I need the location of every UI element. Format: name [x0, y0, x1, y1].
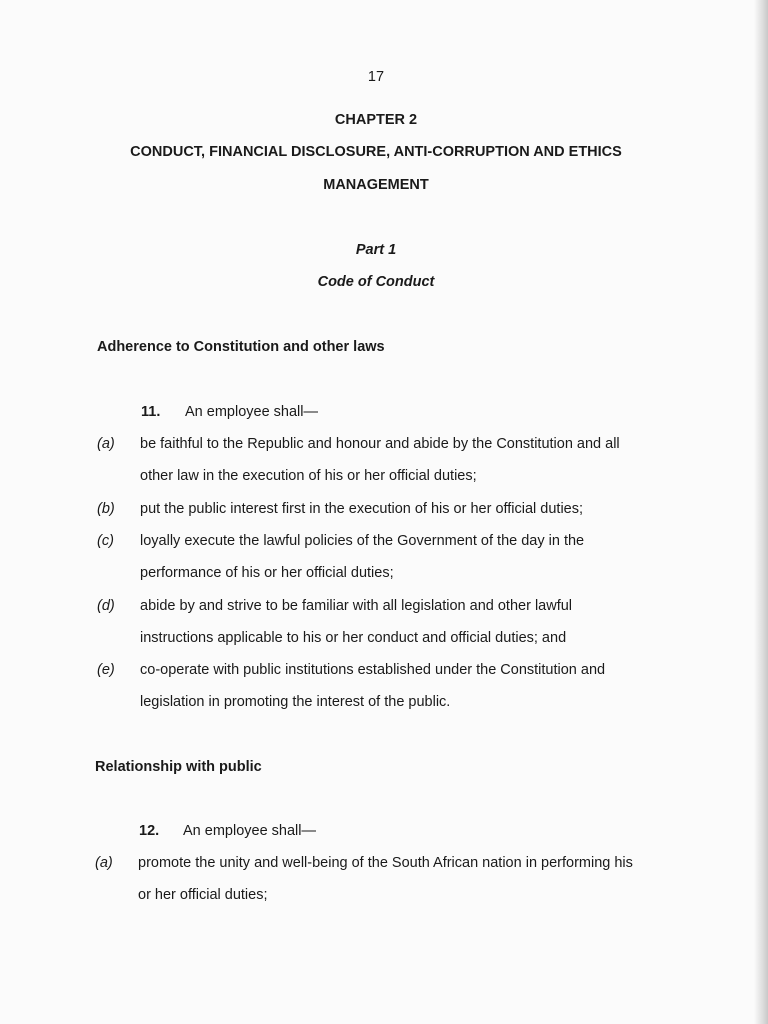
- item-text: be faithful to the Republic and honour and abide by the Constitution and all: [140, 436, 620, 452]
- item-text: other law in the execution of his or her official duties;: [140, 468, 477, 484]
- item-text: instructions applicable to his or her conduct and official duties; and: [140, 630, 567, 646]
- section-11-intro: An employee shall—: [185, 404, 318, 420]
- part-heading: Part 1: [355, 242, 397, 258]
- item-label: (a): [97, 436, 115, 452]
- item-text: promote the unity and well-being of the South African nation in performing his: [138, 855, 633, 871]
- item-text: loyally execute the lawful policies of the Government of the day in the: [140, 533, 585, 549]
- part-title: Code of Conduct: [317, 274, 435, 290]
- chapter-heading: CHAPTER 2: [334, 112, 418, 128]
- item-text: put the public interest first in the execution of his or her official duties;: [140, 501, 584, 517]
- chapter-title-line2: MANAGEMENT: [323, 177, 429, 193]
- item-label: (a): [95, 855, 113, 871]
- section-heading-relationship: Relationship with public: [95, 759, 262, 775]
- item-label: (d): [97, 598, 115, 614]
- item-label: (c): [97, 533, 114, 549]
- item-text: legislation in promoting the interest of the public.: [140, 694, 451, 710]
- item-label: (b): [97, 501, 115, 517]
- section-heading-adherence: Adherence to Constitution and other laws: [97, 339, 385, 355]
- section-number-12: 12.: [139, 823, 160, 839]
- item-text: performance of his or her official duties;: [140, 565, 394, 581]
- item-text: co-operate with public institutions established under the Constitution and: [140, 662, 606, 678]
- page-number: 17: [367, 69, 385, 85]
- section-12-intro: An employee shall—: [183, 823, 316, 839]
- item-label: (e): [97, 662, 115, 678]
- chapter-title-line1: CONDUCT, FINANCIAL DISCLOSURE, ANTI-CORRUPTION AND ETHICS: [130, 144, 622, 160]
- item-text: abide by and strive to be familiar with all legislation and other lawful: [140, 598, 573, 614]
- page-edge-shadow: [754, 0, 768, 1024]
- section-number-11: 11.: [141, 404, 161, 420]
- item-text: or her official duties;: [138, 887, 268, 903]
